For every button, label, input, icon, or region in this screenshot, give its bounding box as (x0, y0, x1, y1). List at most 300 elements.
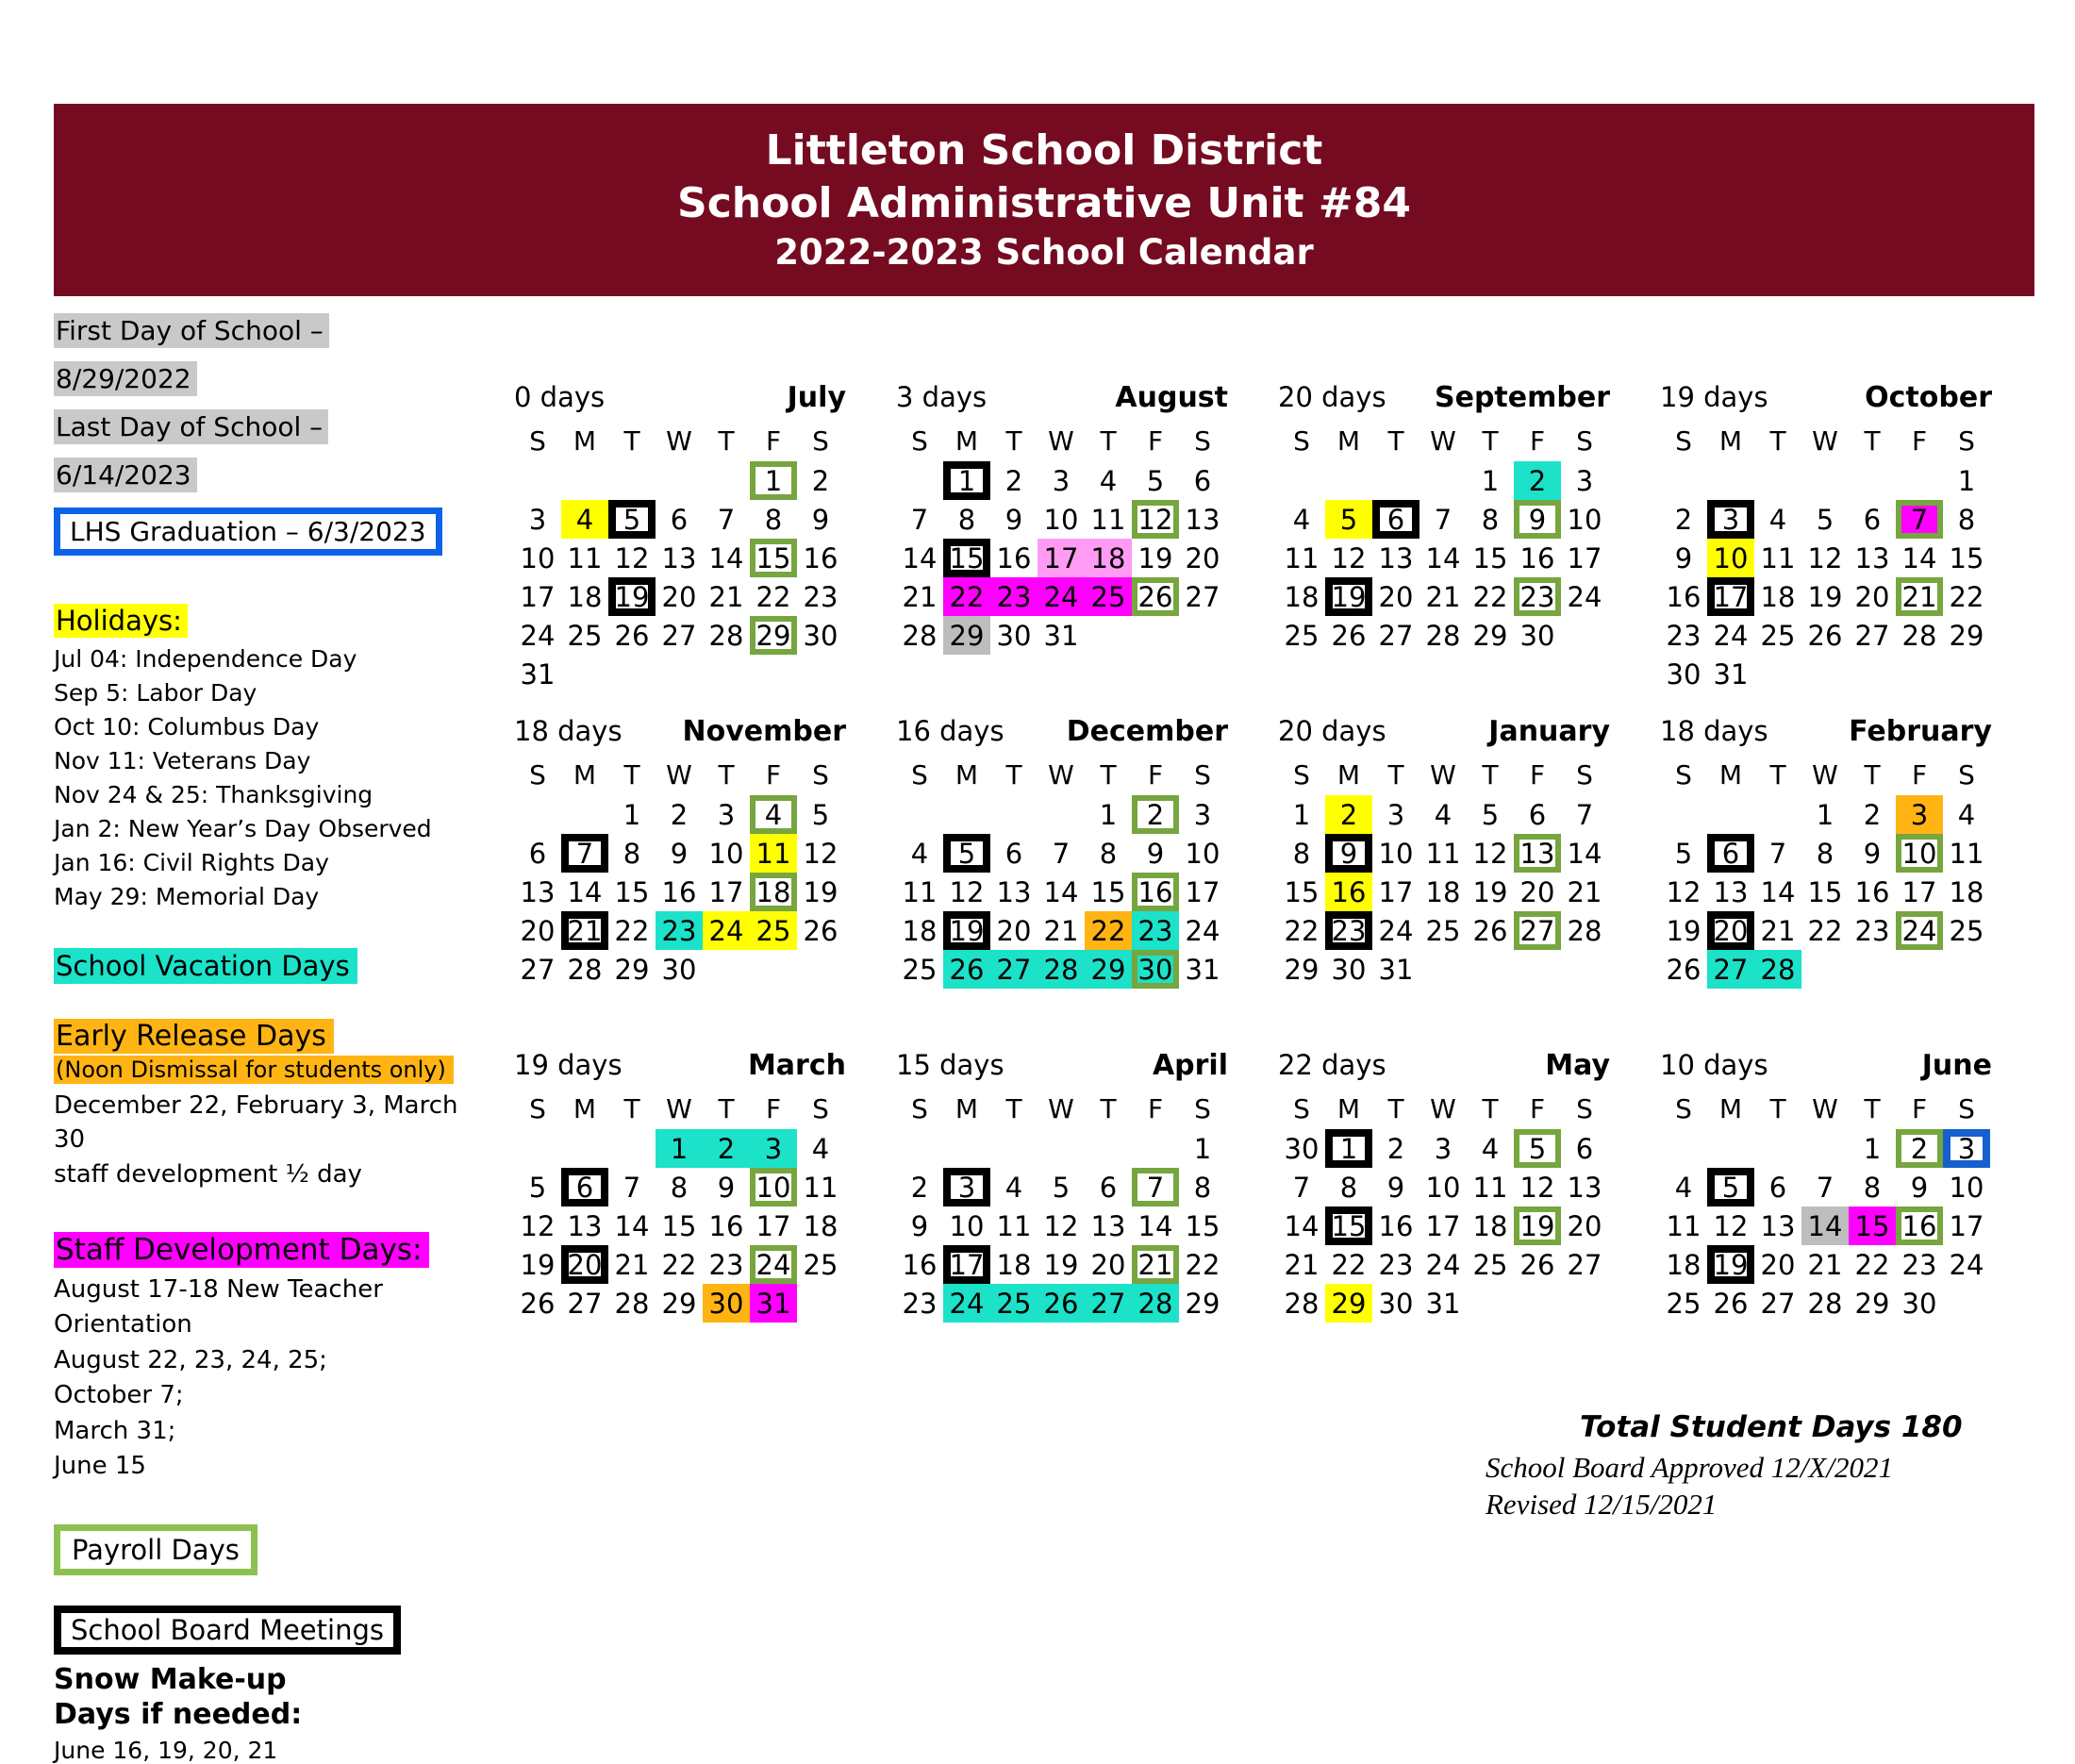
day-cell-april-13: 13 (1090, 1209, 1126, 1242)
empty-day-cell (1896, 655, 1943, 693)
day-cell-november-26: 26 (803, 914, 838, 947)
empty-day-cell (514, 1129, 561, 1168)
day-cell-february-12: 12 (1666, 875, 1702, 908)
empty-day-cell (1132, 1129, 1179, 1168)
weekday-label: F (1529, 758, 1546, 790)
day-cell-august-6: 6 (1193, 464, 1212, 497)
weekday-label: W (1048, 424, 1074, 457)
month-days-count: 10 days (1660, 1049, 1768, 1081)
staff-dev-line: June 15 (54, 1452, 146, 1481)
day-cell-april-3: 3 (943, 1168, 990, 1207)
empty-day-cell (750, 655, 797, 693)
weekday-label: M (1336, 758, 1361, 790)
day-cell-june-21: 21 (1807, 1248, 1843, 1281)
day-cell-july-5: 5 (608, 500, 656, 539)
empty-day-cell (990, 1129, 1038, 1168)
board-meetings-heading (54, 1606, 478, 1655)
day-cell-march-16: 16 (708, 1209, 744, 1242)
day-cell-february-5: 5 (1674, 837, 1693, 870)
weekday-label: T (1005, 758, 1022, 790)
month-name: August (1115, 381, 1228, 414)
month-name: July (787, 381, 846, 414)
empty-day-cell (750, 950, 797, 989)
month-days-count: 22 days (1278, 1049, 1386, 1081)
day-cell-november-10: 10 (708, 837, 744, 870)
day-cell-january-14: 14 (1567, 837, 1602, 870)
empty-day-cell (1038, 795, 1085, 834)
day-cell-december-18: 18 (902, 914, 938, 947)
day-cell-july-25: 25 (567, 619, 603, 652)
day-cell-june-28: 28 (1807, 1287, 1843, 1320)
total-student-days: Total Student Days 180 (1580, 1410, 1963, 1444)
day-cell-april-7: 7 (1132, 1168, 1179, 1207)
month-august (896, 381, 1228, 692)
month-days-count: 16 days (896, 715, 1004, 747)
weekday-label: T (1864, 424, 1881, 457)
day-cell-may-12: 12 (1519, 1171, 1555, 1204)
staff-dev-line: August 22, 23, 24, 25; (54, 1345, 327, 1374)
day-cell-january-11: 11 (1425, 837, 1461, 870)
day-cell-october-1: 1 (1957, 464, 1976, 497)
day-cell-december-15: 15 (1090, 875, 1126, 908)
day-cell-april-8: 8 (1193, 1171, 1212, 1204)
month-may (1278, 1049, 1610, 1360)
day-cell-december-1: 1 (1099, 798, 1118, 831)
district-title: Littleton School District (765, 125, 1323, 175)
empty-day-cell (797, 1284, 844, 1323)
empty-day-cell (703, 655, 750, 693)
staff-dev-line: August 17-18 New Teacher (54, 1274, 383, 1304)
day-cell-august-4: 4 (1099, 464, 1118, 497)
footer-notes (1486, 1410, 2051, 1523)
day-cell-march-30: 30 (703, 1284, 750, 1323)
day-cell-february-10: 10 (1896, 834, 1943, 873)
empty-day-cell (608, 461, 656, 500)
day-cell-january-2: 2 (1325, 795, 1372, 834)
day-cell-may-13: 13 (1567, 1171, 1602, 1204)
month-header (514, 1049, 846, 1082)
weekday-label: S (1576, 1092, 1593, 1124)
day-cell-july-6: 6 (670, 503, 689, 536)
weekday-label: F (1911, 424, 1928, 457)
day-cell-february-21: 21 (1760, 914, 1796, 947)
day-cell-september-26: 26 (1331, 619, 1367, 652)
payroll-days-heading (54, 1524, 478, 1575)
weekday-label: T (718, 758, 735, 790)
day-cell-august-2: 2 (1004, 464, 1023, 497)
day-cell-february-9: 9 (1863, 837, 1882, 870)
day-cell-october-6: 6 (1863, 503, 1882, 536)
day-cell-march-26: 26 (520, 1287, 556, 1320)
day-cell-august-20: 20 (1185, 541, 1220, 574)
weekday-label: W (1430, 758, 1456, 790)
day-cell-june-14: 14 (1801, 1207, 1849, 1245)
staff-development-list (54, 1273, 478, 1485)
day-cell-february-13: 13 (1713, 875, 1749, 908)
day-cell-november-19: 19 (803, 875, 838, 908)
weekday-label: F (1147, 1092, 1164, 1124)
day-cell-december-20: 20 (996, 914, 1032, 947)
day-cell-november-22: 22 (614, 914, 650, 947)
weekday-label: T (1005, 1092, 1022, 1124)
month-march (514, 1049, 846, 1360)
day-cell-june-29: 29 (1854, 1287, 1890, 1320)
month-name: November (682, 715, 846, 748)
empty-day-cell (1943, 1284, 1990, 1323)
early-release-line: December 22, February 3, March 30 (54, 1090, 458, 1155)
month-name: January (1488, 715, 1610, 748)
day-cell-june-3: 3 (1943, 1129, 1990, 1168)
day-cell-december-4: 4 (910, 837, 929, 870)
empty-day-cell (1896, 461, 1943, 500)
day-cell-august-19: 19 (1137, 541, 1173, 574)
empty-day-cell (561, 655, 608, 693)
holidays-heading: Holidays: (54, 605, 478, 637)
day-cell-december-10: 10 (1185, 837, 1220, 870)
month-day-grid (514, 1088, 846, 1323)
day-cell-february-2: 2 (1863, 798, 1882, 831)
day-cell-march-1: 1 (656, 1129, 703, 1168)
day-cell-january-16: 16 (1325, 873, 1372, 911)
day-cell-august-1: 1 (943, 461, 990, 500)
weekday-label: S (1675, 1092, 1692, 1124)
day-cell-april-2: 2 (910, 1171, 929, 1204)
day-cell-october-2: 2 (1674, 503, 1693, 536)
day-cell-december-11: 11 (902, 875, 938, 908)
holiday-item: May 29: Memorial Day (54, 882, 320, 910)
day-cell-june-19: 19 (1707, 1245, 1754, 1284)
weekday-label: S (1293, 1092, 1310, 1124)
weekday-label: F (1529, 1092, 1546, 1124)
month-day-grid (896, 1088, 1228, 1323)
first-day-label: First Day of School – 8/29/2022 (54, 308, 478, 404)
day-cell-august-16: 16 (996, 541, 1032, 574)
month-header (1278, 1049, 1610, 1082)
day-cell-march-11: 11 (803, 1171, 838, 1204)
day-cell-february-20: 20 (1707, 911, 1754, 950)
weekday-label: M (954, 424, 979, 457)
day-cell-august-25: 25 (1085, 577, 1132, 616)
day-cell-may-5: 5 (1514, 1129, 1561, 1168)
empty-day-cell (703, 950, 750, 989)
day-cell-july-23: 23 (803, 580, 838, 613)
day-cell-may-1: 1 (1325, 1129, 1372, 1168)
month-january (1278, 715, 1610, 1026)
month-day-grid (514, 754, 846, 989)
day-cell-june-23: 23 (1901, 1248, 1937, 1281)
weekday-label: M (573, 424, 597, 457)
day-cell-august-12: 12 (1132, 500, 1179, 539)
day-cell-november-29: 29 (614, 953, 650, 986)
day-cell-january-23: 23 (1325, 911, 1372, 950)
day-cell-may-29: 29 (1325, 1284, 1372, 1323)
day-cell-october-10: 10 (1707, 539, 1754, 577)
day-cell-december-26: 26 (943, 950, 990, 989)
month-name: September (1435, 381, 1610, 414)
weekday-label: T (1387, 424, 1404, 457)
day-cell-april-23: 23 (902, 1287, 938, 1320)
day-cell-july-14: 14 (708, 541, 744, 574)
day-cell-december-12: 12 (949, 875, 985, 908)
board-approved-note: School Board Approved 12/X/2021 (1486, 1451, 1893, 1484)
empty-day-cell (561, 1129, 608, 1168)
holiday-item: Jan 16: Civil Rights Day (54, 848, 329, 876)
day-cell-february-28: 28 (1754, 950, 1801, 989)
empty-day-cell (514, 461, 561, 500)
weekday-label: W (1430, 424, 1456, 457)
month-day-grid (1660, 420, 1992, 693)
month-day-grid (1660, 754, 1992, 989)
day-cell-july-22: 22 (755, 580, 791, 613)
day-cell-march-10: 10 (750, 1168, 797, 1207)
day-cell-november-17: 17 (708, 875, 744, 908)
day-cell-november-9: 9 (670, 837, 689, 870)
empty-day-cell (896, 1129, 943, 1168)
day-cell-september-12: 12 (1331, 541, 1367, 574)
weekday-label: S (1576, 758, 1593, 790)
day-cell-december-23: 23 (1132, 911, 1179, 950)
weekday-label: S (529, 424, 546, 457)
day-cell-august-13: 13 (1185, 503, 1220, 536)
day-cell-march-17: 17 (755, 1209, 791, 1242)
day-cell-may-6: 6 (1575, 1132, 1594, 1165)
day-cell-march-31: 31 (750, 1284, 797, 1323)
day-cell-july-26: 26 (614, 619, 650, 652)
day-cell-december-24: 24 (1185, 914, 1220, 947)
day-cell-january-20: 20 (1519, 875, 1555, 908)
day-cell-july-29: 29 (750, 616, 797, 655)
weekday-label: F (765, 424, 782, 457)
day-cell-october-15: 15 (1949, 541, 1984, 574)
day-cell-august-10: 10 (1043, 503, 1079, 536)
empty-day-cell (1467, 950, 1514, 989)
day-cell-february-25: 25 (1949, 914, 1984, 947)
day-cell-april-25: 25 (990, 1284, 1038, 1323)
holiday-item: Oct 10: Columbus Day (54, 712, 320, 741)
day-cell-november-6: 6 (528, 837, 547, 870)
day-cell-january-29: 29 (1284, 953, 1320, 986)
weekday-label: S (1293, 758, 1310, 790)
day-cell-march-27: 27 (567, 1287, 603, 1320)
day-cell-october-25: 25 (1760, 619, 1796, 652)
day-cell-september-2: 2 (1514, 461, 1561, 500)
month-name: April (1152, 1049, 1228, 1082)
day-cell-october-29: 29 (1949, 619, 1984, 652)
weekday-label: M (954, 758, 979, 790)
weekday-label: W (666, 758, 692, 790)
day-cell-june-2: 2 (1896, 1129, 1943, 1168)
day-cell-january-25: 25 (1425, 914, 1461, 947)
day-cell-february-16: 16 (1854, 875, 1890, 908)
day-cell-january-1: 1 (1292, 798, 1311, 831)
day-cell-august-28: 28 (902, 619, 938, 652)
day-cell-december-3: 3 (1193, 798, 1212, 831)
day-cell-august-8: 8 (957, 503, 976, 536)
empty-day-cell (1038, 1129, 1085, 1168)
weekday-label: S (812, 758, 829, 790)
day-cell-april-10: 10 (949, 1209, 985, 1242)
weekday-label: S (1958, 1092, 1975, 1124)
weekday-label: S (529, 1092, 546, 1124)
month-december (896, 715, 1228, 1026)
day-cell-may-8: 8 (1339, 1171, 1358, 1204)
day-cell-july-7: 7 (717, 503, 736, 536)
day-cell-march-5: 5 (528, 1171, 547, 1204)
day-cell-october-21: 21 (1896, 577, 1943, 616)
weekday-label: W (1048, 758, 1074, 790)
empty-day-cell (608, 1129, 656, 1168)
day-cell-february-3: 3 (1896, 795, 1943, 834)
day-cell-july-3: 3 (528, 503, 547, 536)
day-cell-october-8: 8 (1957, 503, 1976, 536)
day-cell-june-17: 17 (1949, 1209, 1984, 1242)
empty-day-cell (1849, 950, 1896, 989)
day-cell-september-30: 30 (1519, 619, 1555, 652)
admin-unit-title: School Administrative Unit #84 (677, 178, 1411, 227)
day-cell-december-8: 8 (1099, 837, 1118, 870)
day-cell-february-23: 23 (1854, 914, 1890, 947)
empty-day-cell (1467, 1284, 1514, 1323)
day-cell-april-22: 22 (1185, 1248, 1220, 1281)
day-cell-june-27: 27 (1760, 1287, 1796, 1320)
day-cell-may-11: 11 (1472, 1171, 1508, 1204)
day-cell-september-9: 9 (1514, 500, 1561, 539)
day-cell-january-22: 22 (1284, 914, 1320, 947)
day-cell-march-28: 28 (614, 1287, 650, 1320)
day-cell-april-18: 18 (996, 1248, 1032, 1281)
day-cell-april-5: 5 (1052, 1171, 1071, 1204)
day-cell-september-5: 5 (1325, 500, 1372, 539)
day-cell-january-5: 5 (1481, 798, 1500, 831)
weekday-label: T (1482, 424, 1499, 457)
day-cell-october-19: 19 (1807, 580, 1843, 613)
day-cell-march-2: 2 (703, 1129, 750, 1168)
weekday-label: M (1336, 424, 1361, 457)
empty-day-cell (896, 795, 943, 834)
day-cell-october-7: 7 (1896, 500, 1943, 539)
month-days-count: 0 days (514, 381, 606, 413)
day-cell-september-14: 14 (1425, 541, 1461, 574)
weekday-label: T (1005, 424, 1022, 457)
day-cell-july-11: 11 (567, 541, 603, 574)
month-header (514, 715, 846, 748)
day-cell-may-15: 15 (1325, 1207, 1372, 1245)
day-cell-january-7: 7 (1575, 798, 1594, 831)
day-cell-july-9: 9 (811, 503, 830, 536)
day-cell-september-29: 29 (1472, 619, 1508, 652)
day-cell-july-20: 20 (661, 580, 697, 613)
day-cell-may-22: 22 (1331, 1248, 1367, 1281)
day-cell-august-3: 3 (1052, 464, 1071, 497)
holiday-item: Jul 04: Independence Day (54, 644, 357, 673)
day-cell-may-10: 10 (1425, 1171, 1461, 1204)
empty-day-cell (561, 795, 608, 834)
empty-day-cell (1896, 950, 1943, 989)
day-cell-april-15: 15 (1185, 1209, 1220, 1242)
day-cell-december-5: 5 (943, 834, 990, 873)
day-cell-december-17: 17 (1185, 875, 1220, 908)
month-header (896, 715, 1228, 748)
weekday-label: T (623, 1092, 640, 1124)
month-day-grid (1660, 1088, 1992, 1323)
empty-day-cell (943, 795, 990, 834)
weekday-label: S (911, 758, 928, 790)
empty-day-cell (656, 461, 703, 500)
day-cell-january-30: 30 (1331, 953, 1367, 986)
weekday-label: T (1100, 424, 1117, 457)
day-cell-december-6: 6 (1004, 837, 1023, 870)
day-cell-may-16: 16 (1378, 1209, 1414, 1242)
day-cell-june-10: 10 (1949, 1171, 1984, 1204)
day-cell-june-1: 1 (1863, 1132, 1882, 1165)
month-name: February (1849, 715, 1992, 748)
day-cell-august-27: 27 (1185, 580, 1220, 613)
day-cell-october-4: 4 (1768, 503, 1787, 536)
day-cell-september-28: 28 (1425, 619, 1461, 652)
day-cell-march-19: 19 (520, 1248, 556, 1281)
weekday-label: F (1147, 758, 1164, 790)
day-cell-april-27: 27 (1085, 1284, 1132, 1323)
empty-day-cell (1754, 1129, 1801, 1168)
day-cell-january-18: 18 (1425, 875, 1461, 908)
day-cell-march-18: 18 (803, 1209, 838, 1242)
day-cell-august-5: 5 (1146, 464, 1165, 497)
day-cell-may-26: 26 (1519, 1248, 1555, 1281)
day-cell-january-19: 19 (1472, 875, 1508, 908)
day-cell-february-4: 4 (1957, 798, 1976, 831)
day-cell-september-22: 22 (1472, 580, 1508, 613)
day-cell-february-15: 15 (1807, 875, 1843, 908)
weekday-label: W (666, 1092, 692, 1124)
early-release-dates (54, 1089, 478, 1191)
day-cell-july-31: 31 (520, 657, 556, 691)
weekday-label: M (1336, 1092, 1361, 1124)
day-cell-november-30: 30 (661, 953, 697, 986)
weekday-label: S (1293, 424, 1310, 457)
day-cell-july-27: 27 (661, 619, 697, 652)
months-grid (514, 381, 2042, 1360)
day-cell-november-28: 28 (567, 953, 603, 986)
month-day-grid (514, 420, 846, 693)
day-cell-may-30: 30 (1284, 1132, 1320, 1165)
weekday-label: S (1194, 1092, 1211, 1124)
month-days-count: 19 days (1660, 381, 1768, 413)
weekday-label: W (1812, 424, 1838, 457)
month-header (514, 381, 846, 414)
empty-day-cell (1372, 461, 1419, 500)
weekday-label: T (1482, 758, 1499, 790)
day-cell-may-21: 21 (1284, 1248, 1320, 1281)
day-cell-august-23: 23 (990, 577, 1038, 616)
holiday-item: Nov 24 & 25: Thanksgiving (54, 780, 374, 808)
day-cell-october-31: 31 (1713, 657, 1749, 691)
day-cell-march-9: 9 (717, 1171, 736, 1204)
day-cell-september-4: 4 (1292, 503, 1311, 536)
empty-day-cell (1754, 795, 1801, 834)
empty-day-cell (1514, 1284, 1561, 1323)
empty-day-cell (1707, 1129, 1754, 1168)
day-cell-december-29: 29 (1085, 950, 1132, 989)
day-cell-august-30: 30 (996, 619, 1032, 652)
day-cell-june-22: 22 (1854, 1248, 1890, 1281)
day-cell-december-30: 30 (1132, 950, 1179, 989)
day-cell-march-22: 22 (661, 1248, 697, 1281)
day-cell-june-26: 26 (1713, 1287, 1749, 1320)
day-cell-july-16: 16 (803, 541, 838, 574)
month-name: May (1545, 1049, 1610, 1082)
day-cell-june-25: 25 (1666, 1287, 1702, 1320)
day-cell-july-18: 18 (567, 580, 603, 613)
